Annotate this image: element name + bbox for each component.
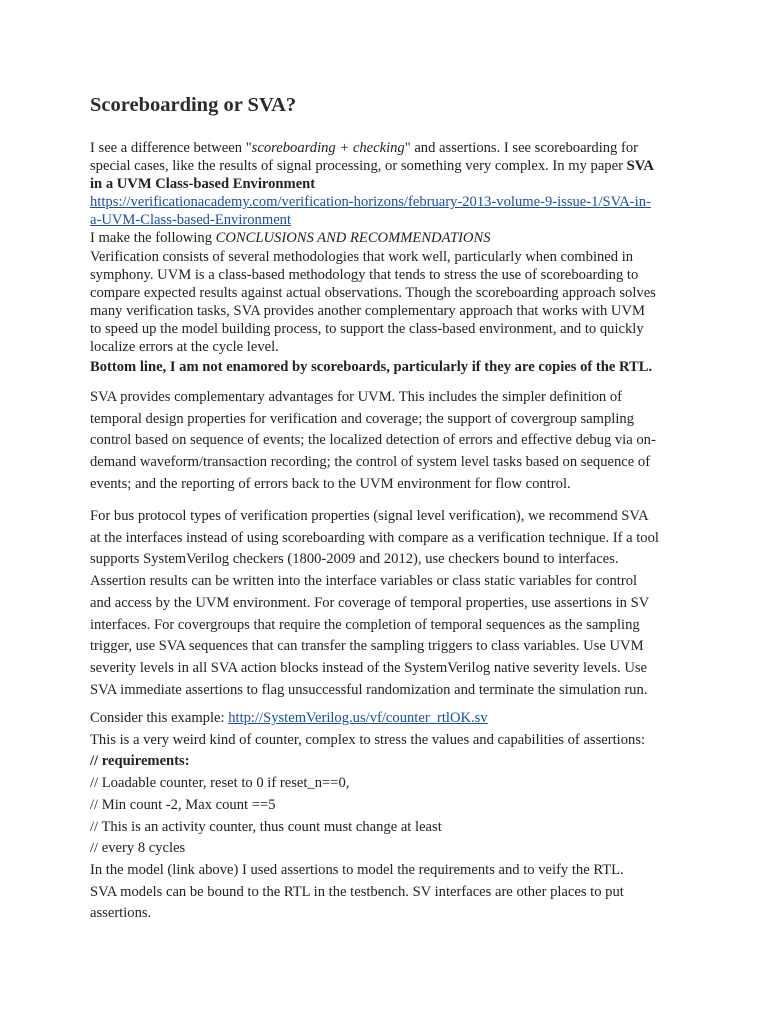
requirement-comment: // every 8 cycles (90, 840, 186, 857)
conclusions-line: compare expected results against actual observations. Though the scoreboarding approach solves (90, 284, 656, 301)
requirements-heading: // requirements: (90, 753, 190, 770)
paper-link-continued[interactable]: a-UVM-Class-based-Environment (90, 212, 292, 229)
paragraph-line: Assertion results can be written into the interface variables or class static variables for control (90, 573, 638, 590)
paragraph-line: events; and the reporting of errors back to the UVM environment for flow control. (90, 475, 571, 492)
example-line: assertions. (90, 905, 152, 922)
paper-title-part-1: SVA (626, 158, 654, 175)
example-line: In the model (link above) I used assertions to model the requirements and to veify the RTL. (90, 861, 624, 878)
paragraph-line: interfaces. For covergroups that require the completion of temporal sequences as the sampling (90, 616, 640, 633)
conclusions-heading: CONCLUSIONS AND RECOMMENDATIONS (215, 230, 491, 247)
page-title: Scoreboarding or SVA? (90, 94, 297, 116)
sva-advantages-paragraph (90, 387, 690, 496)
bus-protocol-paragraph (90, 506, 690, 701)
paragraph-line: SVA immediate assertions to flag unsuccessful randomization and terminate the simulation run. (90, 681, 648, 698)
conclusions-line: many verification tasks, SVA provides another complementary approach that works with UVM (90, 302, 645, 319)
conclusions-line: localize errors at the cycle level. (90, 339, 279, 356)
paragraph-line: at the interfaces instead of using scoreboarding with compare as a verification technique. If a tool (90, 529, 659, 546)
bottom-line-statement: Bottom line, I am not enamored by scoreboards, particularly if they are copies of the RTL. (90, 359, 653, 375)
requirement-comment: // This is an activity counter, thus count must change at least (90, 818, 442, 835)
example-intro-line: Consider this example: http://SystemVerilog.us/vf/counter_rtlOK.sv (90, 710, 488, 726)
paragraph-line: demand waveform/transaction recording; the control of system level tasks based on sequence of (90, 454, 651, 471)
counter-example-link[interactable]: http://SystemVerilog.us/vf/counter_rtlOK.sv (228, 710, 488, 726)
paragraph-line: supports SystemVerilog checkers (1800-2009 and 2012), use checkers bound to interfaces. (90, 551, 619, 568)
conclusions-line: symphony. UVM is a class-based methodology that tends to stress the use of scoreboarding to (90, 266, 639, 283)
intro-line-1: I see a difference between "scoreboarding + checking" and assertions. I see scoreboarding for (90, 140, 639, 156)
requirement-comment: // Loadable counter, reset to 0 if reset_n==0, (90, 775, 350, 792)
paragraph-line: control based on sequence of events; the localized detection of errors and effective debug via on- (90, 432, 656, 449)
paragraph-line: For bus protocol types of verification properties (signal level verification), we recommend SVA (90, 508, 649, 524)
paper-title-part-2: in a UVM Class-based Environment (90, 176, 316, 193)
paragraph-line: and access by the UVM environment. For coverage of temporal properties, use assertions in SV (90, 594, 650, 611)
paper-link-line-1 (90, 193, 690, 211)
paragraph-line: severity levels in all SVA action blocks instead of the SystemVerilog native severity levels. Use (90, 659, 648, 676)
intro-line-2: special cases, like the results of signal processing, or something very complex. In my paper SVA (90, 158, 654, 175)
intro-line-3 (90, 175, 690, 193)
conclusions-line: to speed up the model building process, to support the class-based environment, and to quickly (90, 320, 644, 337)
example-section (90, 708, 690, 925)
example-line: This is a very weird kind of counter, complex to stress the values and capabilities of assertions: (90, 731, 646, 748)
paragraph-line: SVA provides complementary advantages for UVM. This includes the simpler definition of (90, 389, 623, 405)
bottom-line-paragraph (90, 358, 690, 376)
paper-link-line-2 (90, 211, 690, 229)
scoreboarding-checking-emphasis: scoreboarding + checking (251, 140, 405, 156)
paragraph-line: temporal design properties for verification and coverage; the support of covergroup sampling (90, 410, 634, 427)
conclusions-line: Verification consists of several methodologies that work well, particularly when combined in (90, 248, 634, 265)
paragraph-line: trigger, use SVA sequences that can transfer the sampling triggers to class variables. Use UVM (90, 638, 644, 655)
example-line: SVA models can be bound to the RTL in the testbench. SV interfaces are other places to put (90, 883, 624, 900)
intro-line-4: I make the following CONCLUSIONS AND RECOMMENDATIONS (90, 230, 491, 247)
intro-paragraph (90, 139, 690, 356)
paper-link[interactable]: https://verificationacademy.com/verification-horizons/february-2013-volume-9-issue-1/SVA-in- (90, 194, 651, 211)
requirement-comment: // Min count -2, Max count ==5 (90, 796, 276, 813)
